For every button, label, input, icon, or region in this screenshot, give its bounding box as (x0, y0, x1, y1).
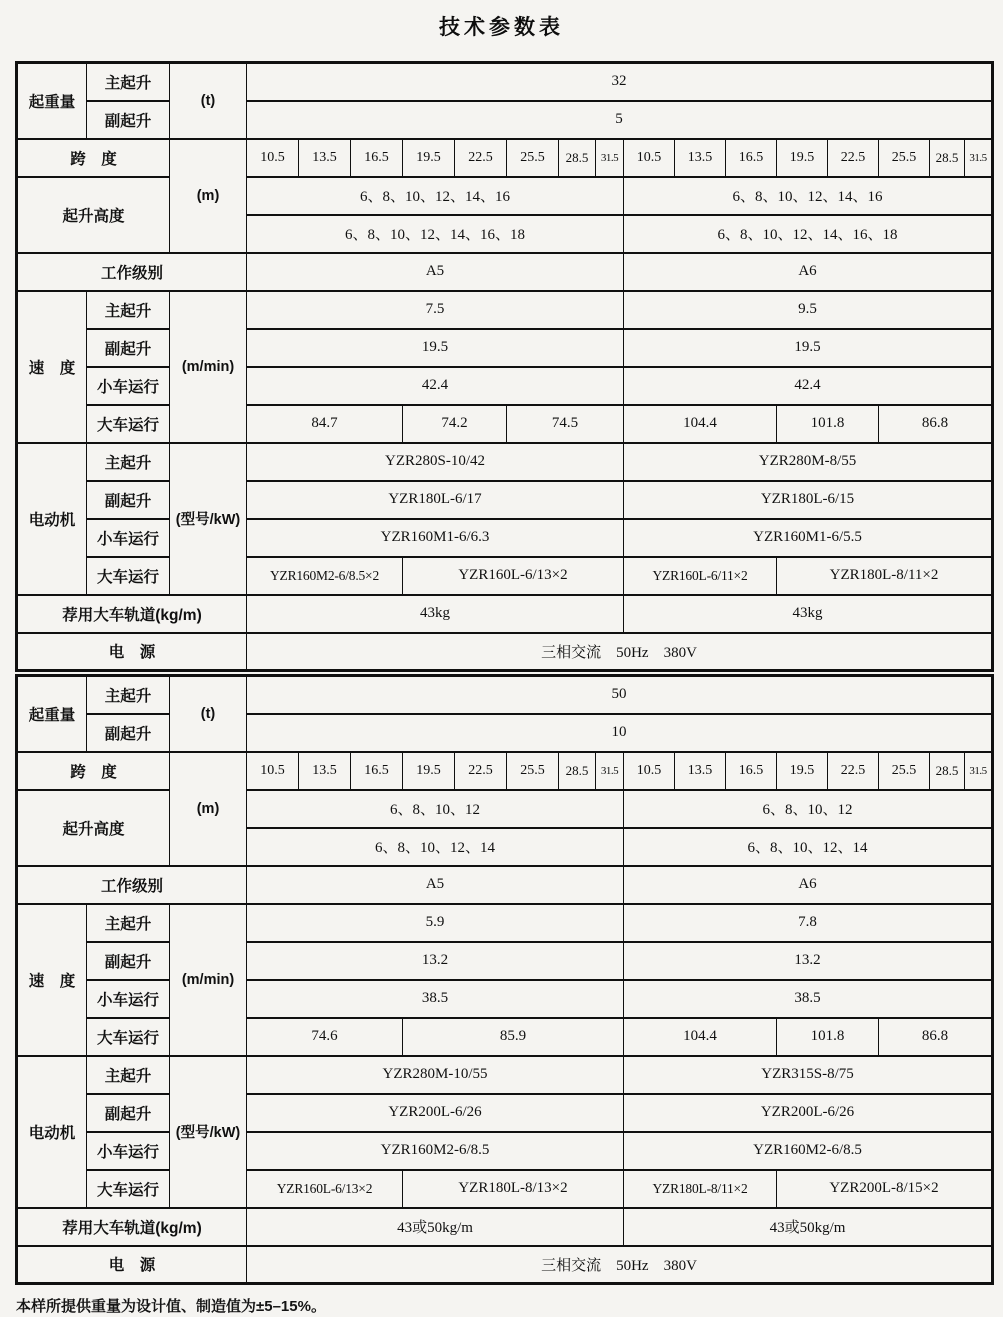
speed-value: 5.9 (247, 904, 624, 942)
trolley-travel-label: 小车运行 (87, 1132, 170, 1170)
duty-class-label: 工作级别 (17, 253, 247, 291)
aux-hoist-label: 副起升 (87, 101, 170, 139)
motor-model-value: YZR180L-8/13×2 (403, 1170, 624, 1208)
unit-t-label: (t) (170, 676, 247, 752)
main-hoist-label: 主起升 (87, 1056, 170, 1094)
span-value-cell: 13.5 (299, 752, 351, 790)
page-title: 技术参数表 (439, 16, 564, 39)
speed-value: 42.4 (247, 367, 624, 405)
span-value-cell: 13.5 (299, 139, 351, 177)
crane-travel-label: 大车运行 (87, 1170, 170, 1208)
lift-height-value: 6、8、10、12 (247, 790, 624, 828)
capacity-group-label: 起重量 (17, 676, 87, 752)
crane-speed-value: 85.9 (403, 1018, 624, 1056)
duty-class-value: A6 (624, 253, 993, 291)
main-hoist-label: 主起升 (87, 676, 170, 714)
aux-hoist-label: 副起升 (87, 942, 170, 980)
crane-travel-label: 大车运行 (87, 1018, 170, 1056)
unit-t-label: (t) (170, 63, 247, 139)
duty-class-label: 工作级别 (17, 866, 247, 904)
speed-value: 7.5 (247, 291, 624, 329)
span-value-cell: 22.5 (828, 752, 879, 790)
motor-model-value: YZR160M1-6/6.3 (247, 519, 624, 557)
power-row-label: 电 源 (17, 1246, 247, 1284)
motor-model-value: YZR180L-8/11×2 (624, 1170, 777, 1208)
crane-speed-value: 84.7 (247, 405, 403, 443)
lift-height-value: 6、8、10、12、14 (247, 828, 624, 866)
motor-model-value: YZR200L-6/26 (247, 1094, 624, 1132)
aux-hoist-label: 副起升 (87, 714, 170, 752)
unit-m-label: (m) (170, 139, 247, 253)
speed-group-label: 速 度 (17, 904, 87, 1056)
crane-speed-value: 74.6 (247, 1018, 403, 1056)
crane-travel-label: 大车运行 (87, 557, 170, 595)
span-value-cell: 28.5 (930, 139, 965, 177)
span-value-cell: 16.5 (726, 139, 777, 177)
span-value-cell: 25.5 (879, 139, 930, 177)
span-row-label: 跨 度 (17, 752, 170, 790)
span-value-cell: 19.5 (777, 752, 828, 790)
span-value-cell: 19.5 (777, 139, 828, 177)
spec-table-50t (15, 674, 994, 1285)
duty-class-value: A5 (247, 866, 624, 904)
span-value-cell: 28.5 (930, 752, 965, 790)
crane-speed-value: 86.8 (879, 405, 993, 443)
span-value-cell: 31.5 (965, 139, 993, 177)
lift-height-value: 6、8、10、12、14、16 (247, 177, 624, 215)
aux-hoist-label: 副起升 (87, 481, 170, 519)
motor-model-value: YZR200L-8/15×2 (777, 1170, 993, 1208)
span-value-cell: 16.5 (351, 139, 403, 177)
motor-model-value: YZR160L-6/13×2 (403, 557, 624, 595)
crane-speed-value: 104.4 (624, 405, 777, 443)
lift-height-label: 起升高度 (17, 177, 170, 253)
motor-model-value: YZR180L-8/11×2 (777, 557, 993, 595)
speed-value: 19.5 (624, 329, 993, 367)
crane-speed-value: 104.4 (624, 1018, 777, 1056)
aux-hoist-label: 副起升 (87, 1094, 170, 1132)
crane-speed-value: 101.8 (777, 1018, 879, 1056)
lift-height-value: 6、8、10、12 (624, 790, 993, 828)
aux-capacity-value: 10 (247, 714, 993, 752)
span-value-cell: 31.5 (965, 752, 993, 790)
motor-model-value: YZR160L-6/13×2 (247, 1170, 403, 1208)
motor-model-value: YZR160L-6/11×2 (624, 557, 777, 595)
rail-value: 43或50kg/m (247, 1208, 624, 1246)
unit-model-label: (型号/kW) (170, 443, 247, 595)
capacity-group-label: 起重量 (17, 63, 87, 139)
speed-value: 38.5 (247, 980, 624, 1018)
crane-speed-value: 74.2 (403, 405, 507, 443)
span-value-cell: 22.5 (828, 139, 879, 177)
aux-hoist-label: 副起升 (87, 329, 170, 367)
span-value-cell: 22.5 (455, 139, 507, 177)
crane-speed-value: 74.5 (507, 405, 624, 443)
span-value-cell: 10.5 (624, 752, 675, 790)
span-value-cell: 10.5 (624, 139, 675, 177)
span-value-cell: 22.5 (455, 752, 507, 790)
main-hoist-label: 主起升 (87, 443, 170, 481)
main-hoist-label: 主起升 (87, 904, 170, 942)
main-capacity-value: 50 (247, 676, 993, 714)
main-hoist-label: 主起升 (87, 291, 170, 329)
rail-value: 43kg (247, 595, 624, 633)
motor-model-value: YZR200L-6/26 (624, 1094, 993, 1132)
rail-row-label: 荐用大车轨道(kg/m) (17, 1208, 247, 1246)
speed-value: 7.8 (624, 904, 993, 942)
motor-model-value: YZR160M1-6/5.5 (624, 519, 993, 557)
unit-m-label: (m) (170, 752, 247, 866)
rail-value: 43kg (624, 595, 993, 633)
motor-group-label: 电动机 (17, 443, 87, 595)
motor-model-value: YZR280M-10/55 (247, 1056, 624, 1094)
motor-model-value: YZR315S-8/75 (624, 1056, 993, 1094)
span-value-cell: 25.5 (507, 752, 559, 790)
span-value-cell: 13.5 (675, 139, 726, 177)
trolley-travel-label: 小车运行 (87, 519, 170, 557)
main-hoist-label: 主起升 (87, 63, 170, 101)
span-value-cell: 10.5 (247, 752, 299, 790)
span-value-cell: 31.5 (596, 139, 624, 177)
span-value-cell: 28.5 (559, 752, 596, 790)
speed-value: 13.2 (247, 942, 624, 980)
rail-row-label: 荐用大车轨道(kg/m) (17, 595, 247, 633)
lift-height-value: 6、8、10、12、14 (624, 828, 993, 866)
lift-height-value: 6、8、10、12、14、16、18 (624, 215, 993, 253)
crane-speed-value: 86.8 (879, 1018, 993, 1056)
spec-table-32t (15, 61, 994, 672)
crane-travel-label: 大车运行 (87, 405, 170, 443)
unit-mmin-label: (m/min) (170, 904, 247, 1056)
span-value-cell: 10.5 (247, 139, 299, 177)
speed-value: 42.4 (624, 367, 993, 405)
duty-class-value: A5 (247, 253, 624, 291)
aux-capacity-value: 5 (247, 101, 993, 139)
span-value-cell: 16.5 (726, 752, 777, 790)
span-value-cell: 25.5 (879, 752, 930, 790)
power-value: 三相交流 50Hz 380V (247, 1246, 993, 1284)
span-value-cell: 19.5 (403, 752, 455, 790)
span-value-cell: 13.5 (675, 752, 726, 790)
motor-model-value: YZR280M-8/55 (624, 443, 993, 481)
motor-group-label: 电动机 (17, 1056, 87, 1208)
span-value-cell: 16.5 (351, 752, 403, 790)
span-value-cell: 28.5 (559, 139, 596, 177)
span-value-cell: 25.5 (507, 139, 559, 177)
footnote: 本样所提供重量为设计值、制造值为±5–15%。 (16, 1298, 326, 1315)
lift-height-value: 6、8、10、12、14、16 (624, 177, 993, 215)
speed-value: 9.5 (624, 291, 993, 329)
speed-value: 13.2 (624, 942, 993, 980)
trolley-travel-label: 小车运行 (87, 980, 170, 1018)
power-row-label: 电 源 (17, 633, 247, 671)
span-value-cell: 31.5 (596, 752, 624, 790)
rail-value: 43或50kg/m (624, 1208, 993, 1246)
speed-value: 38.5 (624, 980, 993, 1018)
main-capacity-value: 32 (247, 63, 993, 101)
motor-model-value: YZR280S-10/42 (247, 443, 624, 481)
duty-class-value: A6 (624, 866, 993, 904)
unit-mmin-label: (m/min) (170, 291, 247, 443)
motor-model-value: YZR160M2-6/8.5 (624, 1132, 993, 1170)
motor-model-value: YZR160M2-6/8.5 (247, 1132, 624, 1170)
motor-model-value: YZR180L-6/17 (247, 481, 624, 519)
lift-height-value: 6、8、10、12、14、16、18 (247, 215, 624, 253)
span-row-label: 跨 度 (17, 139, 170, 177)
span-value-cell: 19.5 (403, 139, 455, 177)
lift-height-label: 起升高度 (17, 790, 170, 866)
crane-speed-value: 101.8 (777, 405, 879, 443)
trolley-travel-label: 小车运行 (87, 367, 170, 405)
motor-model-value: YZR180L-6/15 (624, 481, 993, 519)
motor-model-value: YZR160M2-6/8.5×2 (247, 557, 403, 595)
speed-value: 19.5 (247, 329, 624, 367)
speed-group-label: 速 度 (17, 291, 87, 443)
unit-model-label: (型号/kW) (170, 1056, 247, 1208)
power-value: 三相交流 50Hz 380V (247, 633, 993, 671)
